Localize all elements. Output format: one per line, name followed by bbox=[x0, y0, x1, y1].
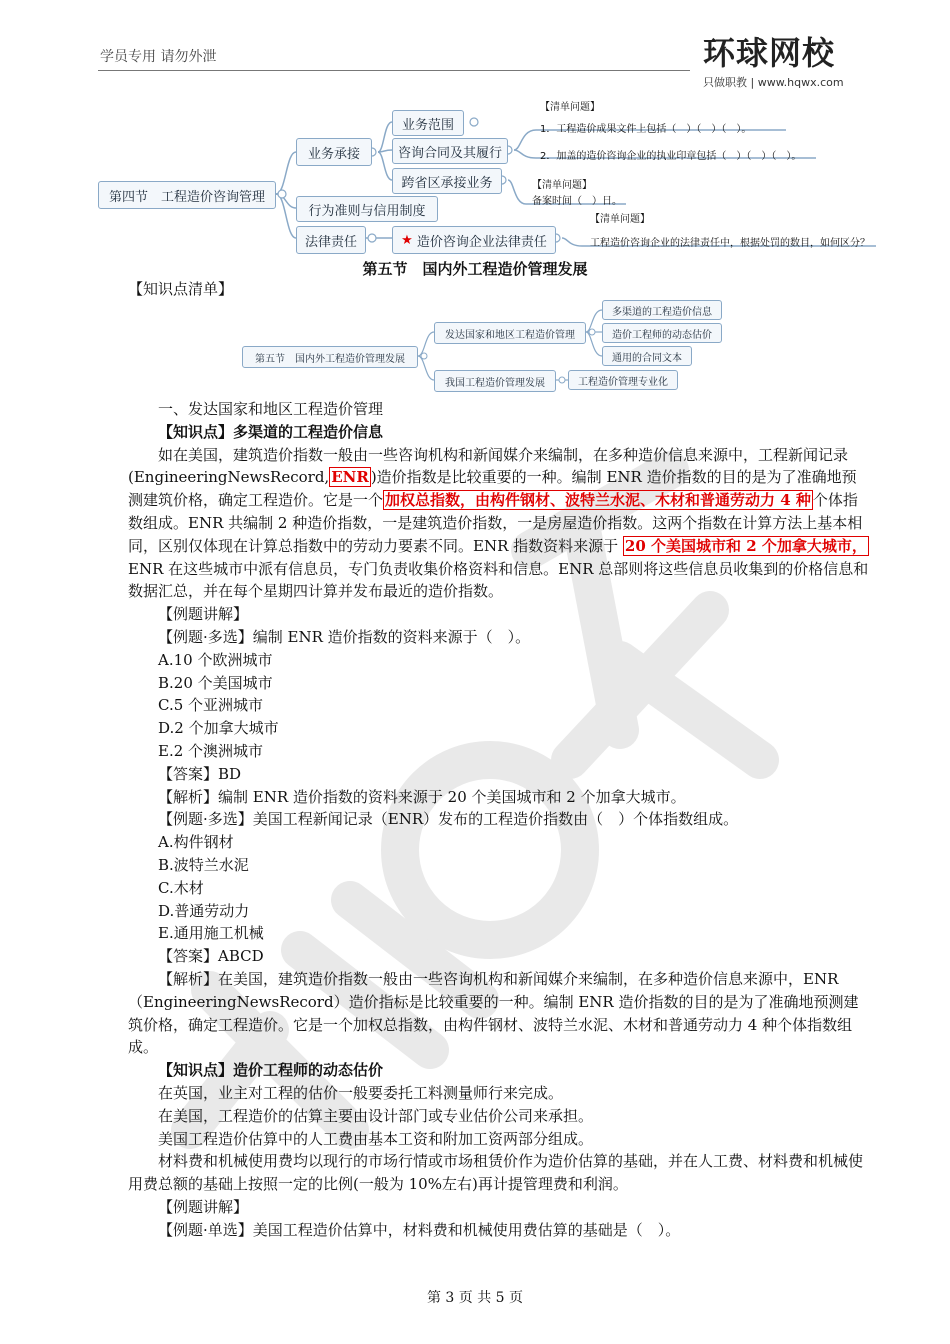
mindmap2-root: 第五节 国内外工程造价管理发展 bbox=[242, 346, 418, 368]
mindmap-node-scope: 业务范围 bbox=[392, 110, 464, 136]
highlight-cities: 20 个美国城市和 2 个加拿大城市， bbox=[624, 536, 867, 555]
paragraph-materials: 材料费和机械使用费均以现行的市场行情或市场租赁价作为造价估算的基础，并在人工费、材料费和机械使用费总额的基础上按照一定的比例(一般为 10%左右)再计提管理费和利润。 bbox=[128, 1152, 864, 1194]
mindmap-node-business: 业务承接 bbox=[296, 138, 372, 166]
mindmap2-node-china: 我国工程造价管理发展 bbox=[434, 370, 556, 392]
paragraph-enr bbox=[128, 444, 870, 604]
p1-part-a: 如在美国，建筑造价指数一般由一些咨询机构和新闻媒介来编制，在多种造价信息来源中，工程新闻记录(EngineeringNewsRecord, bbox=[128, 445, 849, 487]
mindmap2-node-developed: 发达国家和地区工程造价管理 bbox=[434, 322, 586, 344]
note-tag-3: 【清单问题】 bbox=[590, 214, 650, 225]
mindmap2-node-contract: 通用的合同文本 bbox=[602, 346, 692, 366]
knowledge-point-1: 【知识点】多渠道的工程造价信息 bbox=[158, 422, 384, 441]
note-tag-1: 【清单问题】 bbox=[540, 102, 600, 113]
header-divider bbox=[98, 70, 690, 71]
logo-text: 环球网校 bbox=[703, 34, 836, 72]
q1-option-d: D.2 个加拿大城市 bbox=[158, 719, 279, 738]
mindmap-node-liability: 法律责任 bbox=[296, 226, 366, 254]
q2-option-a: A.构件钢材 bbox=[158, 833, 234, 852]
p1-part-e: 个体指数组成。ENR 共编制 2 种造价指数，一是建筑造价指数，一是房屋造价指数。这两个指数在计算方法上基本相同，区别仅体现在计算总指数中的劳动力要素不同。ENR 指数资料来源于 bbox=[128, 491, 863, 555]
note-question-3: 备案时间（ ）日。 bbox=[532, 196, 622, 207]
header-notice: 学员专用 请勿外泄 bbox=[100, 49, 217, 65]
page-footer: 第 3 页 共 5 页 bbox=[426, 1290, 524, 1306]
q2-option-b: B.波特兰水泥 bbox=[158, 855, 249, 874]
paragraph-uk: 在英国，业主对工程的估价一般要委托工料测量师行来完成。 bbox=[158, 1083, 564, 1102]
note-question-4: 工程造价咨询企业的法律责任中，根据处罚的数目，如何区分？ bbox=[590, 238, 870, 249]
q1-option-a: A.10 个欧洲城市 bbox=[158, 650, 273, 669]
explanation-2: 【解析】在美国，建筑造价指数一般由一些咨询机构和新闻媒介来编制，在多种造价信息来源中，ENR（EngineeringNewsRecord）造价指标是比较重要的一种。编制 ENR 造价指数的目的是为了准确地预测建筑价格，确定工程造价。它是一个加权总指数，由构件钢材、波特兰水泥、木材和普通劳动力 4 种个体指数组成。 bbox=[128, 969, 859, 1057]
q2-option-c: C.木材 bbox=[158, 878, 204, 897]
q1-option-c: C.5 个亚洲城市 bbox=[158, 696, 264, 715]
mindmap-node-firm-liability bbox=[392, 226, 556, 254]
star-icon: ★ bbox=[401, 232, 413, 248]
knowledge-list-label: 【知识点清单】 bbox=[128, 280, 234, 298]
document-body bbox=[128, 398, 870, 1241]
mindmap2-node-professional: 工程造价管理专业化 bbox=[568, 370, 678, 390]
firm-liability-label: 造价咨询企业法律责任 bbox=[416, 234, 547, 250]
q1-option-e: E.2 个澳洲城市 bbox=[158, 741, 264, 760]
paragraph-us: 在美国，工程造价的估算主要由设计部门或专业估价公司来承担。 bbox=[158, 1106, 594, 1125]
mindmap-node-contract: 咨询合同及其履行 bbox=[392, 138, 508, 164]
knowledge-point-2: 【知识点】造价工程师的动态估价 bbox=[158, 1061, 384, 1080]
mindmap2-node-info: 多渠道的工程造价信息 bbox=[602, 300, 722, 320]
mindmap2-node-estimate: 造价工程师的动态估价 bbox=[602, 323, 722, 343]
mindmap-node-conduct: 行为准则与信用制度 bbox=[296, 196, 438, 222]
highlight-enr: ENR bbox=[331, 468, 369, 487]
heading-1: 一、发达国家和地区工程造价管理 bbox=[158, 400, 384, 418]
highlight-weighted-index: 加权总指数，由构件钢材、波特兰水泥、木材和普通劳动力 4 种 bbox=[385, 491, 811, 510]
mindmap-section-4 bbox=[96, 100, 886, 260]
logo-tagline: 只做职教 | www.hqwx.com bbox=[703, 76, 844, 89]
section-title: 第五节 国内外工程造价管理发展 bbox=[362, 260, 588, 278]
q1-option-b: B.20 个美国城市 bbox=[158, 673, 273, 692]
answer-1: 【答案】BD bbox=[158, 764, 242, 783]
note-tag-2: 【清单问题】 bbox=[532, 180, 592, 191]
question-2: 【例题·多选】美国工程新闻记录（ENR）发布的工程造价指数由（ ）个体指数组成。 bbox=[158, 810, 739, 829]
mindmap-root: 第四节 工程造价咨询管理 bbox=[98, 181, 276, 209]
paragraph-labor: 美国工程造价估算中的人工费由基本工资和附加工资两部分组成。 bbox=[158, 1129, 594, 1148]
mindmap-section-5 bbox=[240, 296, 730, 396]
example-label-2: 【例题讲解】 bbox=[158, 1197, 249, 1216]
explanation-1: 【解析】编制 ENR 造价指数的资料来源于 20 个美国城市和 2 个加拿大城市。 bbox=[158, 787, 686, 806]
q2-option-e: E.通用施工机械 bbox=[158, 924, 264, 943]
question-3: 【例题·单选】美国工程造价估算中，材料费和机械使用费估算的基础是（ ）。 bbox=[158, 1220, 681, 1239]
mindmap-node-crossprovince: 跨省区承接业务 bbox=[392, 168, 502, 194]
brand-logo bbox=[703, 34, 873, 98]
note-question-1: 1．工程造价成果文件上包括（ ）（ ）（ ）。 bbox=[540, 124, 752, 135]
answer-2: 【答案】ABCD bbox=[158, 947, 264, 966]
q2-option-d: D.普通劳动力 bbox=[158, 901, 250, 920]
note-question-2: 2．加盖的造价咨询企业的执业印章包括（ ）（ ）（ ）。 bbox=[540, 151, 802, 162]
p1-part-c: )造价指数是比较重要的一种。编制 ENR 造价指数的目的是为了准确地预测建筑价格，确定工程造价。它是一个 bbox=[128, 468, 857, 510]
p1-part-g: ENR 在这些城市中派有信息员，专门负责收集价格资料和信息。ENR 总部则将这些信息员收集到的价格信息和数据汇总，并在每个星期四计算并发布最近的造价指数。 bbox=[128, 559, 869, 601]
example-label-1: 【例题讲解】 bbox=[158, 605, 249, 624]
question-1: 【例题·多选】编制 ENR 造价指数的资料来源于（ ）。 bbox=[158, 627, 531, 646]
